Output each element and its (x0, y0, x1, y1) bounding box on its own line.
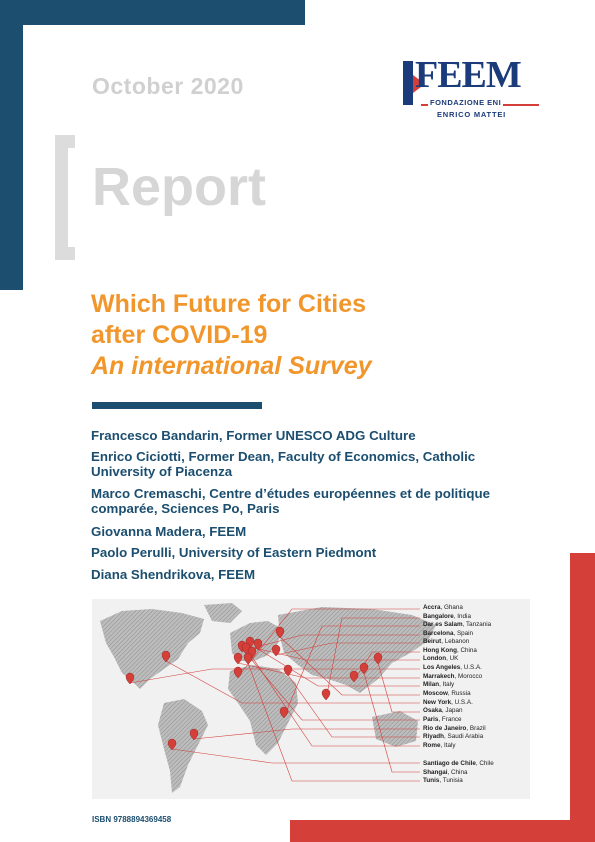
continent-asia (278, 607, 436, 693)
continent-greenland (204, 603, 242, 623)
decorative-bar-left (0, 0, 23, 290)
logo-bar (403, 61, 413, 105)
title-rule (92, 402, 262, 409)
decorative-bar-right (570, 553, 595, 842)
report-bracket (55, 135, 75, 260)
title-line-1: Which Future for Cities (91, 290, 366, 318)
continent-south-america (158, 699, 208, 793)
logo-subtitle-1: FONDAZIONE ENI (430, 98, 502, 107)
city-label: Beirut, Lebanon (423, 638, 470, 645)
author-2: Enrico Ciciotti, Former Dean, Faculty of Economics, Catholic University of Piacenza (91, 449, 476, 479)
city-label: Riyadh, Saudi Arabia (423, 733, 484, 740)
city-label: Dar es Salam, Tanzania (423, 621, 492, 628)
decorative-bar-bottom (290, 820, 595, 842)
decorative-bar-top (0, 0, 305, 25)
city-label: Barcelona, Spain (423, 630, 474, 637)
author-6: Diana Shendrikova, FEEM (91, 567, 256, 582)
city-label: Hong Kong, China (423, 647, 477, 654)
city-label: Moscow, Russia (423, 690, 471, 697)
pin-icon (244, 653, 252, 664)
city-label: Los Angeles, U.S.A. (423, 664, 482, 671)
continent-north-america (100, 609, 204, 689)
city-label: Paris, France (423, 716, 462, 723)
author-5: Paolo Perulli, University of Eastern Piedmont (91, 545, 377, 560)
title-line-3: An international Survey (91, 352, 372, 380)
publication-date: October 2020 (92, 73, 244, 99)
pin-icon (322, 689, 330, 700)
city-label: Rome, Italy (423, 742, 456, 749)
logo-subtitle-2: ENRICO MATTEI (437, 110, 507, 119)
author-3: Marco Cremaschi, Centre d’études européennes et de politique comparée, Sciences Po, Paris (91, 486, 491, 516)
city-label: Santiago de Chile, Chile (423, 760, 494, 767)
pin-icon (234, 653, 242, 664)
isbn: ISBN 9788894369458 (92, 815, 172, 824)
city-label: Osaka, Japan (423, 707, 463, 714)
city-label: Shangai, China (423, 769, 468, 776)
city-label: Bangalore, India (423, 613, 471, 620)
city-label: Rio de Janeiro, Brazil (423, 725, 486, 732)
city-label: London, UK (423, 655, 459, 662)
city-label: Milan, Italy (423, 681, 455, 688)
author-1: Francesco Bandarin, Former UNESCO ADG Culture (91, 428, 416, 443)
city-label: Accra, Ghana (423, 604, 463, 611)
author-4: Giovanna Madera, FEEM (91, 524, 247, 539)
city-label: Marrakech, Morocco (423, 673, 483, 680)
city-label: Tunis, Tunisia (423, 777, 463, 784)
title-line-2: after COVID-19 (91, 321, 268, 349)
logo-wordmark: FEEM (415, 54, 521, 96)
document-type: Report (92, 157, 266, 217)
city-label: New York, U.S.A. (423, 699, 473, 706)
